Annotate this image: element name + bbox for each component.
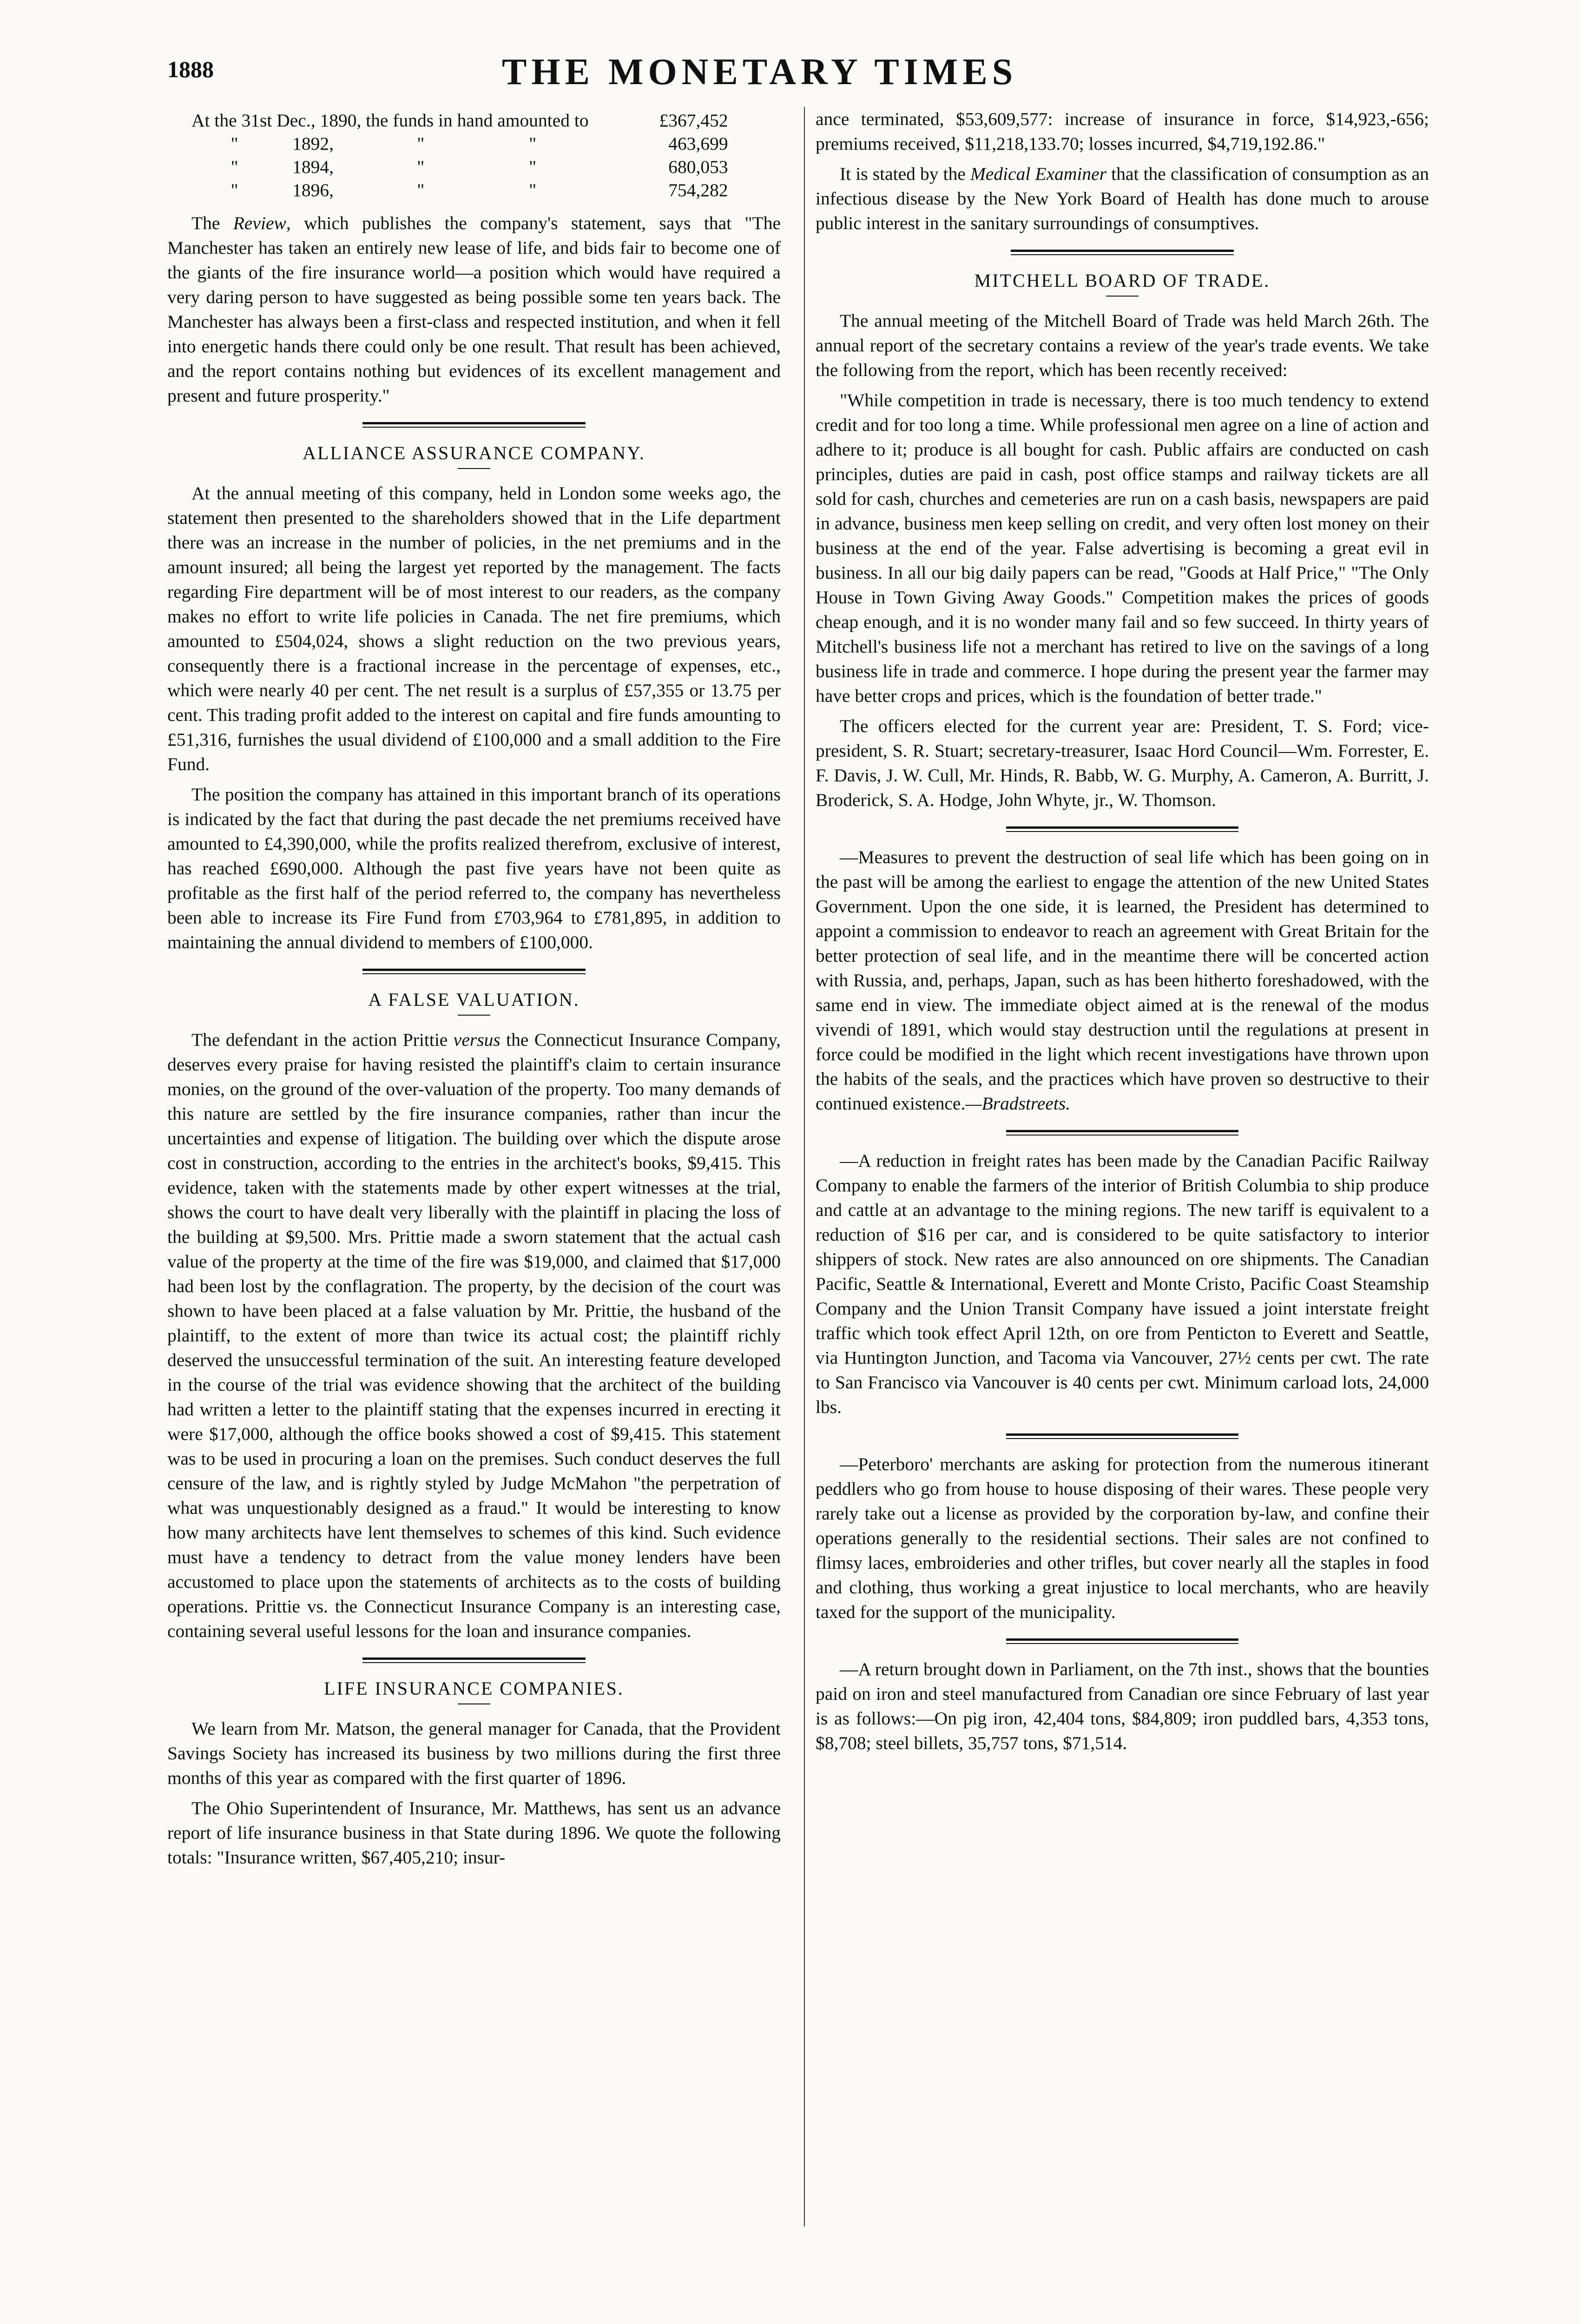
funds-amount-1890: £367,452 [659,110,728,131]
title-dash [1106,296,1139,297]
ditto-mark: " [417,157,425,177]
freight-section [816,1130,1429,1419]
funds-intro: At the 31st Dec., 1890, the funds in hand amounted to [191,110,589,131]
section-rule [1011,250,1234,255]
title-dash [458,1015,490,1016]
funds-year: 1892, [292,133,334,154]
peterboro-section [816,1433,1429,1624]
ditto-mark: " [529,133,537,154]
bounties-paragraph: —A return brought down in Parliament, on the 7th inst., shows that the bounties paid on iron and steel manufactured from Canadian ore since February of last year is as follows:—On pig iron, 42,404 tons, $84,809; iron puddled bars, 4,353 tons, $8,708; steel billets, 35,757 tons, $71,514. [816,1659,1429,1753]
peterboro-paragraph: —Peterboro' merchants are asking for protection from the numerous itinerant peddlers who go from house to house disposing of their wares. These people very rarely take out a license as provided by the corporation by-law, and confine their operations generally to the residential sections. Their sales are not confined to flimsy laces, embroideries and other trifles, but cover nearly all the staples in food and clothing, thus working a great injustice to local merchants, who are heavily taxed for the support of the municipality. [816,1454,1429,1622]
mitchell-quote: "While competition in trade is necessary, there is too much tendency to extend credit and for too long a time. While professional men agree on a line of action and adhere to it; produce is all bought for cash. Public affairs are conducted on cash principles, duties are paid in cash, post office stamps and railway tickets are all sold for cash, churches and cemeteries are run on a cash basis, newspapers are paid in advance, business men keep selling on credit, and very often lost money on their business at the end of the year. False advertising is becoming a great evil in business. In all our big daily papers can be read, "Goods at Half Price," "The Only House in Town Giving Away Goods." Competition makes the prices of goods cheap enough, and it is no wonder many fail and so few succeed. In thirty years of Mitchell's business life not a merchant has retired to live on the savings of a long business life in trade and commerce. I hope during the present year the farmer may have better crops and prices, which is the foundation of better trade." [816,390,1429,706]
alliance-paragraph: At the annual meeting of this company, held in London some weeks ago, the statement then presented to the shareholders showed that in the Life department there was an increase in the number of policies, in the net premiums and in the amount insured; all being the largest yet reported by the management. The facts regarding Fire department will be of most interest to our readers, as the company makes no effort to write life policies in Canada. The net fire premiums, which amounted to £504,024, shows a slight reduction on the two previous years, consequently there is a fractional increase in the percentage of expenses, etc., which were nearly 40 per cent. The net result is a surplus of £57,355 or 13.75 per cent. This trading profit added to the interest on capital and fire funds amounting to £51,316, furnishes the usual dividend of £100,000 and a small addition to the Fire Fund. [167,483,781,774]
seal-paragraph: —Measures to prevent the destruction of seal life which has been going on in the past will be among the earliest to engage the attention of the new United States Government. Upon the one side, it is learned, the President has determined to appoint a commission to endeavor to reach an agreement with Great Britain for the better protection of seal life, and in the meantime there will be concerted action with Russia, and, perhaps, Japan, such as has been hitherto foreshadowed, with the same end in view. The immediate object aimed at is the renewal of the modus vivendi of 1891, which would stay destruction until the regulations at present in force could be modified in the light which recent investigations have thrown upon the habits of the seals, and the practices which have proven so destructive to their continued existence.—Bradstreets. [816,847,1429,1114]
paper-title: THE MONETARY TIMES [502,52,1018,92]
funds-amount: 754,282 [668,180,728,200]
alliance-paragraph: The position the company has attained in this important branch of its operations is indicated by the fact that during the past decade the net premiums received have amounted to £4,390,000, while the profits realized therefrom, exclusive of interest, has reached £690,000. Although the past five years have not been quite as profitable as the first half of the period referred to, the company has nevertheless been able to increase its Fire Fund from £703,964 to £781,895, in addition to maintaining the annual dividend to members of £100,000. [167,784,781,952]
ditto-mark: " [230,157,238,177]
continuation-paragraph: ance terminated, $53,609,577: increase of insurance in force, $14,923,-656; premiums received, $11,218,133.70; losses incurred, $4,719,192.86." [816,109,1429,154]
ditto-mark: " [230,133,238,154]
bradstreets-source: —Bradstreets. [965,1093,1071,1114]
ditto-mark: " [529,157,537,177]
life-insurance-title: LIFE INSURANCE COMPANIES. [324,1678,624,1699]
false-valuation-section [167,969,781,1644]
mitchell-officers: The officers elected for the current year are: President, T. S. Ford; vice-president, S. R. Stuart; secretary-treasurer, Isaac Hord Council—Wm. Forrester, E. F. Davis, J. W. Cull, Mr. Hinds, R. Babb, W. G. Murphy, A. Cameron, A. Burritt, J. Broderick, S. A. Hodge, John Whyte, jr., W. Thomson. [816,716,1429,810]
section-rule [1006,826,1238,832]
mitchell-title: MITCHELL BOARD OF TRADE. [974,270,1271,291]
funds-year: 1894, [292,157,334,177]
life-insurance-section [167,1657,781,1870]
title-dash [458,1703,490,1704]
section-rule [1006,1130,1238,1136]
false-valuation-title: A FALSE VALUATION. [368,989,580,1010]
section-rule [362,422,586,428]
masthead [167,46,1450,102]
mitchell-paragraph: The annual meeting of the Mitchell Board of Trade was held March 26th. The annual report of the secretary contains a review of the year's trade events. We take the following from the report, which has been recently received: [816,310,1429,380]
page-number: 1888 [167,56,214,82]
right-column [816,107,1429,1756]
ditto-mark: " [230,180,238,200]
left-column [167,107,781,1870]
alliance-title: ALLIANCE ASSURANCE COMPANY. [303,442,645,463]
section-rule [1006,1638,1238,1644]
consumption-paragraph: It is stated by the Medical Examiner that the classification of consumption as an infectious disease by the New York Board of Health has done much to arouse public interest in the sanitary surroundings of consumptives. [816,164,1429,233]
funds-amount: 463,699 [668,133,728,154]
seal-section [816,826,1429,1116]
section-rule [362,969,586,974]
title-dash [458,468,490,469]
funds-table [167,109,728,202]
review-paragraph: The Review, which publishes the company's statement, says that "The Manchester has taken an entirely new lease of life, and bids fair to become one of the giants of the fire insurance world—a position which would have required a very daring person to have suggested as being possible some ten years back. The Manchester has always been a first-class and respected institution, and when it fell into energetic hands there could only be one result. That result has been achieved, and the report contains nothing but evidences of its excellent management and present and future prosperity." [167,213,781,406]
funds-amount: 680,053 [668,157,728,177]
medical-examiner-italic: Medical Examiner [970,164,1107,184]
ditto-mark: " [529,180,537,200]
bounties-section [816,1638,1429,1756]
false-valuation-paragraph: The defendant in the action Prittie versus the Connecticut Insurance Company, deserves every praise for having resisted the plaintiff's claim to certain insurance monies, on the ground of the over-valuation of the property. Too many demands of this nature are settled by the fire insurance companies, rather than incur the uncertainties and expense of litigation. The building over which the dispute arose cost in construction, according to the entries in the architect's books, $9,415. This evidence, taken with the statements made by other expert witnesses at the trial, shows the court to have dealt very liberally with the plaintiff in placing the loss of the building at $9,500. Mrs. Prittie made a sworn statement that the actual cash value of the property at the time of the fire was $19,000, and claimed that $17,000 had been lost by the conflagration. The property, by the decision of the court was shown to have been placed at a false valuation by Mr. Prittie, the husband of the plaintiff, to the extent of more than twice its actual cost; the plaintiff richly deserved the unsuccessful termination of the suit. An interesting feature developed in the course of the trial was evidence showing that the architect of the building had written a letter to the plaintiff stating that the expenses incurred in erecting it were $17,000, although the office books showed a cost of $9,415. This statement was to be used in procuring a loan on the premises. Such conduct deserves the full censure of the law, and is rightly styled by Judge McMahon "the perpetration of what was unquestionably designed as a fraud." It would be interesting to know how many architects have lent themselves to schemes of this kind. Such evidence must have a tendency to detract from the value money lenders have been accustomed to place upon the statements of architects as to the costs of building operations. Prittie vs. the Connecticut Insurance Company is an interesting case, containing several useful lessons for the loan and insurance companies. [167,1030,781,1641]
ditto-mark: " [417,133,425,154]
funds-row [167,178,728,202]
section-rule [1006,1433,1238,1439]
life-paragraph: The Ohio Superintendent of Insurance, Mr. Matthews, has sent us an advance report of life insurance business in that State during 1896. We quote the following totals: "Insurance written, $67,405,210; insur- [167,1798,781,1868]
alliance-section [167,422,781,955]
column-divider [804,107,805,2226]
review-italic: Review [233,213,286,233]
section-rule [362,1657,586,1663]
freight-paragraph: —A reduction in freight rates has been made by the Canadian Pacific Railway Company to enable the farmers of the interior of British Columbia to ship produce and cattle at an advantage to the mining regions. The new tariff is equivalent to a reduction of $16 per car, and is considered to be quite satisfactory to interior shippers of stock. New rates are also announced on ore shipments. The Canadian Pacific, Seattle & International, Everett and Monte Cristo, Pacific Coast Steamship Company and the Union Transit Company have issued a joint interstate freight traffic which took effect April 12th, on ore from Penticton to Everett and Seattle, via Huntington Junction, and Tacoma via Vancouver, 27½ cents per cwt. The rate to San Francisco via Vancouver is 40 cents per cwt. Minimum carload lots, 24,000 lbs. [816,1150,1429,1417]
funds-row-1890 [167,109,728,132]
mitchell-section [816,250,1429,812]
funds-row [167,132,728,155]
funds-row [167,155,728,178]
funds-year: 1896, [292,180,334,200]
versus-italic: versus [453,1030,500,1050]
life-paragraph: We learn from Mr. Matson, the general manager for Canada, that the Provident Savings Society has increased its business by two millions during the first three months of this year as compared with the first quarter of 1896. [167,1718,781,1788]
ditto-mark: " [417,180,425,200]
